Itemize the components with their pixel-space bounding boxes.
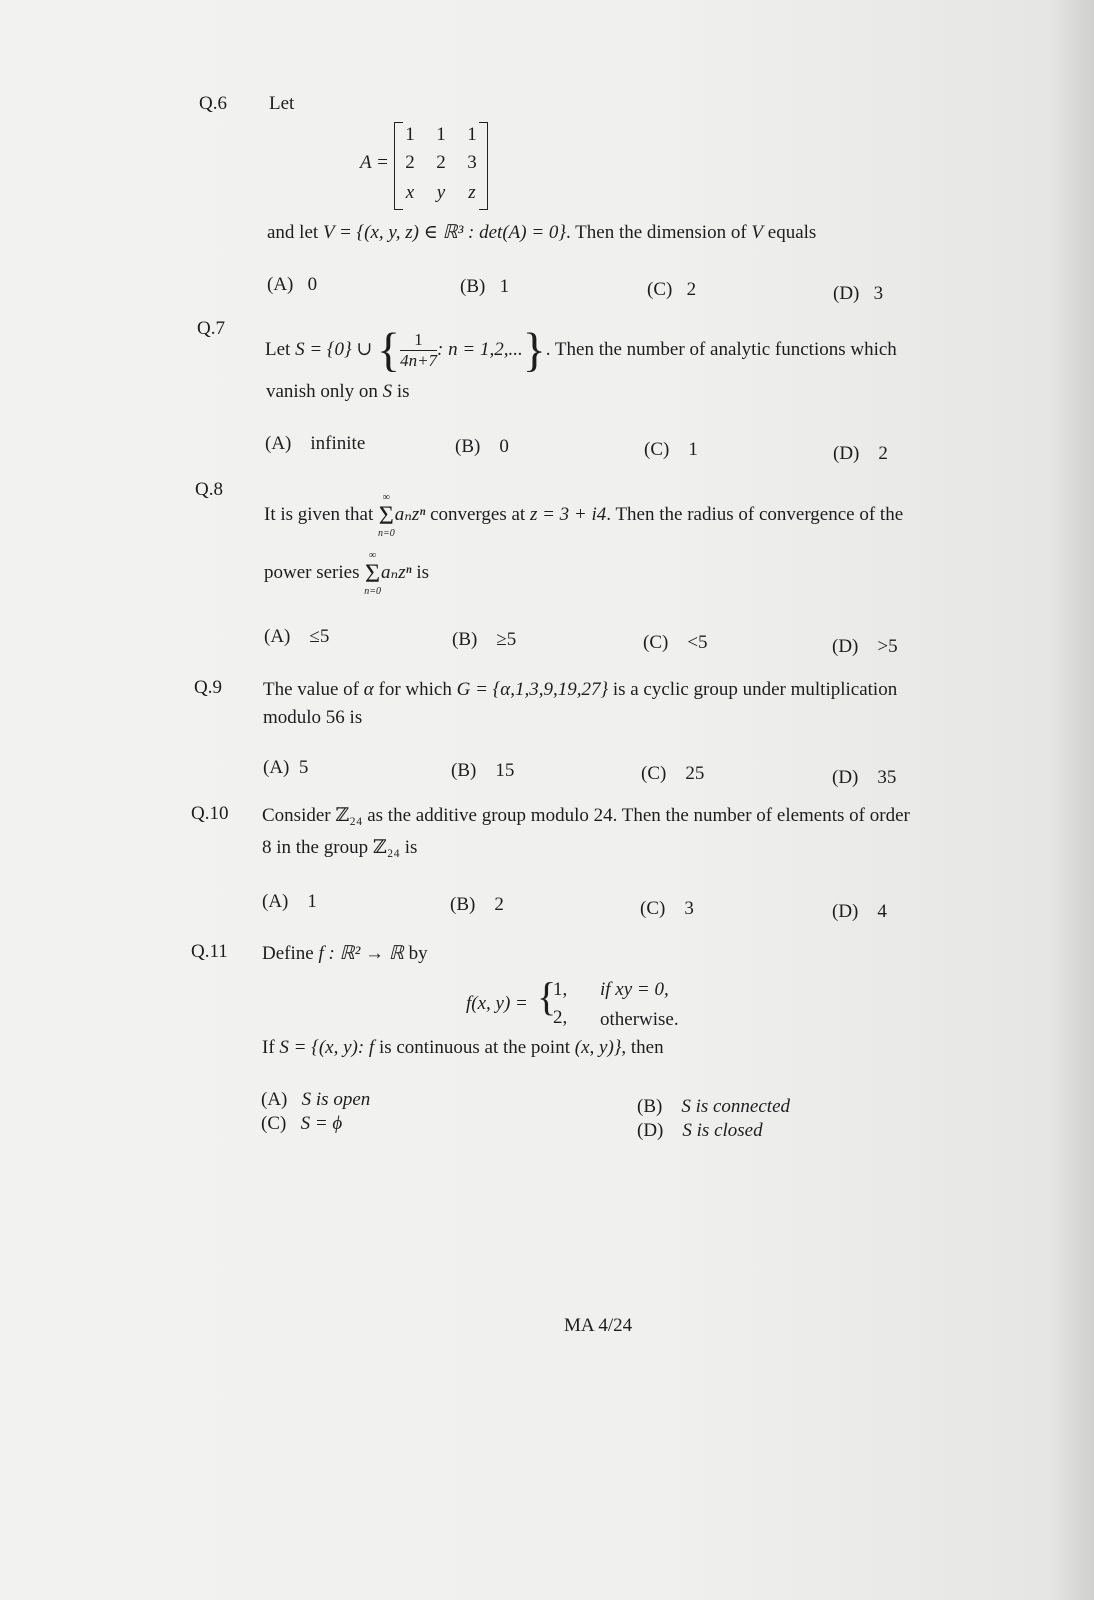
option-a: [265, 433, 365, 455]
q7-text-post: . Then the number of analytic functions which: [545, 339, 897, 360]
summation-symbol: ∞ Σ n=0: [364, 549, 381, 597]
q11-line-pre: If: [262, 1037, 275, 1058]
fraction-denominator: 4n+7: [400, 351, 438, 371]
sum-lower-limit: n=0: [364, 585, 381, 597]
q7-fraction: [400, 330, 437, 371]
option-value: 1: [499, 276, 510, 297]
option-value: ≥5: [496, 629, 517, 650]
option-b: [451, 760, 514, 782]
matrix-cell: 2: [436, 152, 446, 173]
option-value: <5: [687, 632, 708, 653]
q10-line2: [262, 837, 417, 859]
question-number: Q.6: [199, 93, 227, 114]
summation-symbol: ∞ Σ n=0: [377, 491, 395, 539]
sum-term: aₙzⁿ: [394, 504, 426, 525]
option-d: [832, 767, 896, 789]
q7-text-pre: Let: [265, 339, 291, 360]
option-label: (A): [264, 626, 291, 647]
page-footer: MA 4/24: [564, 1315, 633, 1336]
option-b: [637, 1096, 790, 1118]
question-number: Q.8: [195, 479, 223, 500]
option-label: (D): [833, 443, 860, 464]
question-number: Q.9: [194, 677, 222, 698]
option-a: [264, 626, 329, 648]
q8-statement: [264, 490, 903, 540]
option-label: (B): [450, 894, 476, 915]
q9-group: G = {α,1,3,9,19,27}: [456, 679, 609, 700]
q9-text-mid: for which: [378, 679, 452, 700]
option-c: [643, 632, 708, 654]
option-label: (D): [832, 901, 859, 922]
matrix-cell: z: [468, 182, 476, 203]
q10-text-post: as the additive group modulo 24. Then the number of elements of order: [367, 805, 910, 826]
question-number: Q.10: [191, 803, 229, 824]
right-brace: }: [522, 323, 546, 377]
q8-line2: [264, 548, 429, 598]
option-label: (A): [267, 274, 294, 295]
q9-line2: modulo 56 is: [263, 707, 363, 728]
option-value: 0: [307, 274, 318, 295]
q11-case2-value: 2,: [553, 1007, 568, 1028]
option-a: [262, 891, 317, 913]
q6-text-3: equals: [767, 222, 817, 243]
q6-intro: Let: [269, 93, 295, 114]
option-d: [832, 636, 898, 658]
option-label: (B): [460, 276, 486, 297]
q6-set-v: V = {(x, y, z) ∈ ℝ³ : det(A) = 0}: [322, 222, 567, 243]
question-number: Q.11: [191, 941, 228, 962]
question-number: Q.7: [197, 318, 225, 339]
q11-case1-condition: if xy = 0,: [600, 979, 669, 1000]
matrix-cell: y: [436, 182, 446, 203]
option-label: (A): [262, 891, 289, 912]
q7-line2: [266, 381, 410, 403]
option-label: (B): [452, 629, 478, 650]
q10-text-pre: Consider: [262, 805, 331, 826]
q7-var-s: S: [382, 381, 393, 402]
option-label: (C): [641, 763, 667, 784]
q11-line-point: (x, y)}: [574, 1037, 622, 1058]
option-label: (B): [455, 436, 481, 457]
option-b: [452, 629, 516, 651]
option-a: [261, 1089, 370, 1111]
q10-statement: [262, 805, 910, 827]
option-label: (A): [261, 1089, 288, 1110]
option-value: 25: [685, 763, 705, 784]
option-value: 5: [298, 757, 309, 778]
q11-statement: [262, 943, 428, 965]
option-value: 1: [307, 891, 317, 912]
q9-statement: [263, 679, 897, 701]
option-value: 2: [878, 443, 888, 464]
q10-line2-pre: 8 in the group: [262, 837, 369, 858]
q11-map: f : ℝ² → ℝ: [318, 943, 404, 964]
q9-text-post: is a cyclic group under multiplication: [612, 679, 898, 700]
option-label: (D): [832, 767, 859, 788]
q11-line-post: , then: [621, 1037, 664, 1058]
sum-term: aₙzⁿ: [381, 562, 412, 583]
q8-text-post: . Then the radius of convergence of the: [606, 504, 904, 525]
option-label: (D): [832, 636, 859, 657]
option-value: S is open: [301, 1089, 371, 1110]
option-c: [641, 763, 704, 785]
q8-point: z = 3 + i4: [529, 504, 607, 525]
matrix-cell: 3: [467, 152, 477, 173]
option-value: 1: [688, 439, 698, 460]
option-d: [833, 443, 888, 465]
option-label: (D): [637, 1120, 664, 1141]
q7-line2-pre: vanish only on: [266, 381, 378, 402]
sum-lower-limit: n=0: [377, 527, 395, 539]
matrix-cell: x: [405, 182, 415, 203]
option-value: 2: [494, 894, 504, 915]
option-label: (C): [647, 279, 673, 300]
option-value: 3: [684, 898, 694, 919]
sum-upper-limit: ∞: [369, 549, 377, 561]
option-value: S is connected: [681, 1096, 791, 1117]
option-label: (A): [265, 433, 292, 454]
option-a: [263, 757, 308, 779]
option-value: 2: [686, 279, 697, 300]
option-d: [832, 901, 887, 923]
left-brace: {: [377, 323, 401, 377]
option-label: (C): [644, 439, 670, 460]
matrix-a: [394, 122, 488, 210]
q11-f-lhs: f(x, y) =: [466, 993, 528, 1014]
option-label: (C): [640, 898, 666, 919]
q11-case2-condition: otherwise.: [600, 1009, 679, 1030]
sum-upper-limit: ∞: [382, 491, 390, 503]
option-c: [261, 1113, 342, 1135]
q6-statement: [267, 222, 816, 244]
option-b: [455, 436, 509, 458]
option-label: (D): [833, 283, 860, 304]
q7-line2-post: is: [396, 381, 410, 402]
q11-line: [262, 1037, 664, 1059]
fraction-numerator: 1: [400, 330, 437, 351]
option-value: infinite: [310, 433, 366, 454]
q6-text-1: and let: [267, 222, 319, 243]
q11-text-post: by: [408, 943, 428, 964]
option-c: [647, 279, 696, 301]
option-label: (B): [451, 760, 477, 781]
q8-text-mid: converges at: [430, 504, 526, 525]
matrix-cell: 2: [405, 152, 415, 173]
option-label: (C): [261, 1113, 287, 1134]
option-c: [644, 439, 698, 461]
option-label: (B): [637, 1096, 663, 1117]
q11-text-pre: Define: [262, 943, 314, 964]
option-label: (C): [643, 632, 669, 653]
option-label: (A): [263, 757, 290, 778]
q10-z24: ℤ₂₄: [372, 837, 400, 858]
q6-text-2: . Then the dimension of: [566, 222, 747, 243]
q7-statement: [265, 323, 897, 377]
piecewise-brace: {: [537, 974, 557, 1019]
q8-line2-post: is: [416, 562, 430, 583]
option-value: S is closed: [682, 1120, 763, 1141]
option-value: S = ϕ: [300, 1113, 343, 1134]
option-d: [833, 283, 883, 305]
q9-alpha: α: [363, 679, 374, 700]
option-a: [267, 274, 317, 296]
q8-text-pre: It is given that: [264, 504, 374, 525]
option-value: ≤5: [309, 626, 330, 647]
option-c: [640, 898, 694, 920]
matrix-cell: 1: [436, 124, 446, 145]
matrix-cell: 1: [467, 124, 477, 145]
option-value: 4: [877, 901, 887, 922]
option-value: 35: [877, 767, 897, 788]
q11-case1-value: 1,: [553, 979, 568, 1000]
option-b: [460, 276, 509, 298]
q6-var-v: V: [751, 222, 764, 243]
option-d: [637, 1120, 763, 1142]
q11-set-s: S = {(x, y): f: [279, 1037, 375, 1058]
q11-line-mid: is continuous at the point: [378, 1037, 570, 1058]
q6-matrix-label: A =: [360, 152, 389, 173]
option-value: >5: [877, 636, 898, 657]
option-value: 3: [873, 283, 884, 304]
q8-line2-pre: power series: [264, 562, 360, 583]
q7-set-start: S = {0} ∪: [295, 339, 373, 360]
matrix-cell: 1: [405, 124, 415, 145]
q10-z24: ℤ₂₄: [335, 805, 363, 826]
option-b: [450, 894, 504, 916]
option-value: 0: [499, 436, 509, 457]
q9-text-pre: The value of: [263, 679, 360, 700]
q7-set-condition: : n = 1,2,...: [437, 339, 523, 360]
option-value: 15: [495, 760, 515, 781]
q10-line2-post: is: [404, 837, 418, 858]
